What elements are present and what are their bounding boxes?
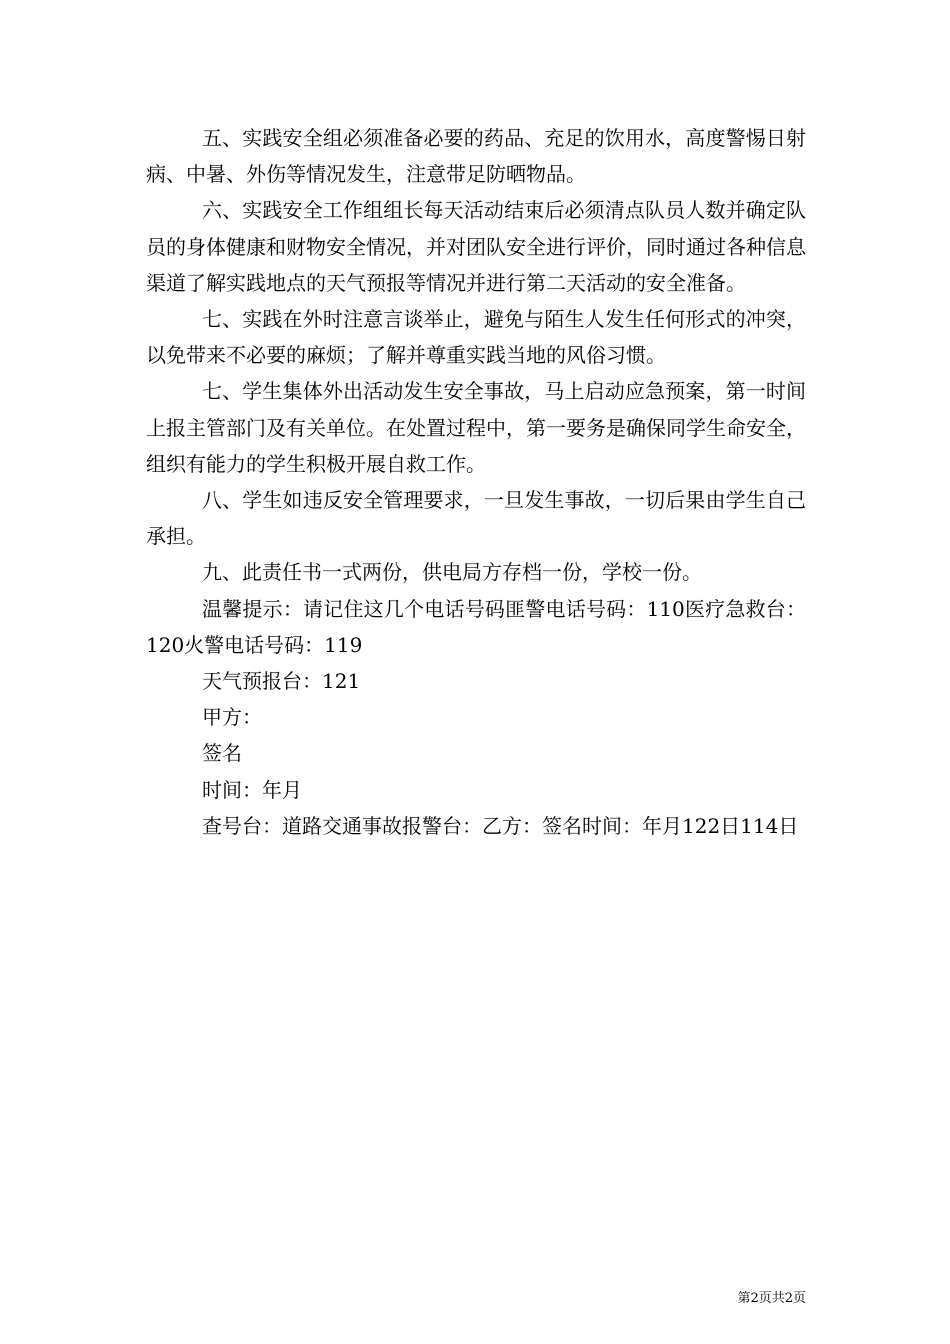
date-label: 时间：年月 xyxy=(202,777,302,802)
phone-tips-paragraph: 温馨提示：请记住这几个电话号码匪警电话号码：110医疗急救台：120火警电话号码：119 xyxy=(146,596,806,657)
clause-eight-paragraph: 八、学生如违反安全管理要求，一旦发生事故，一切后果由学生自己承担。 xyxy=(146,488,806,549)
clause-seven-conduct-paragraph: 七、实践在外时注意言谈举止，避免与陌生人发生任何形式的冲突，以免带来不必要的麻烦；了解并尊重实践当地的风俗习惯。 xyxy=(146,307,806,368)
document-body xyxy=(146,120,806,844)
closing-line: 查号台：道路交通事故报警台：乙方：签名时间：年月122日114日 xyxy=(202,813,799,838)
party-a-label: 甲方： xyxy=(202,705,262,730)
clause-nine-paragraph: 九、此责任书一式两份，供电局方存档一份，学校一份。 xyxy=(202,560,702,585)
clause-five-paragraph: 五、实践安全组必须准备必要的药品、充足的饮用水，高度警惕日射病、中暑、外伤等情况发生，注意带足防晒物品。 xyxy=(146,126,806,187)
signature-label: 签名 xyxy=(202,741,242,766)
weather-hotline-line: 天气预报台：121 xyxy=(202,669,361,694)
page-number: 第2页共2页 xyxy=(737,1291,806,1306)
clause-six-paragraph: 六、实践安全工作组组长每天活动结束后必须清点队员人数并确定队员的身体健康和财物安全情况，并对团队安全进行评价，同时通过各种信息渠道了解实践地点的天气预报等情况并进行第二天活动的安全准备。 xyxy=(146,198,806,295)
clause-seven-accident-paragraph: 七、学生集体外出活动发生安全事故，马上启动应急预案，第一时间上报主管部门及有关单位。在处置过程中，第一要务是确保同学生命安全，组织有能力的学生积极开展自救工作。 xyxy=(146,379,806,476)
